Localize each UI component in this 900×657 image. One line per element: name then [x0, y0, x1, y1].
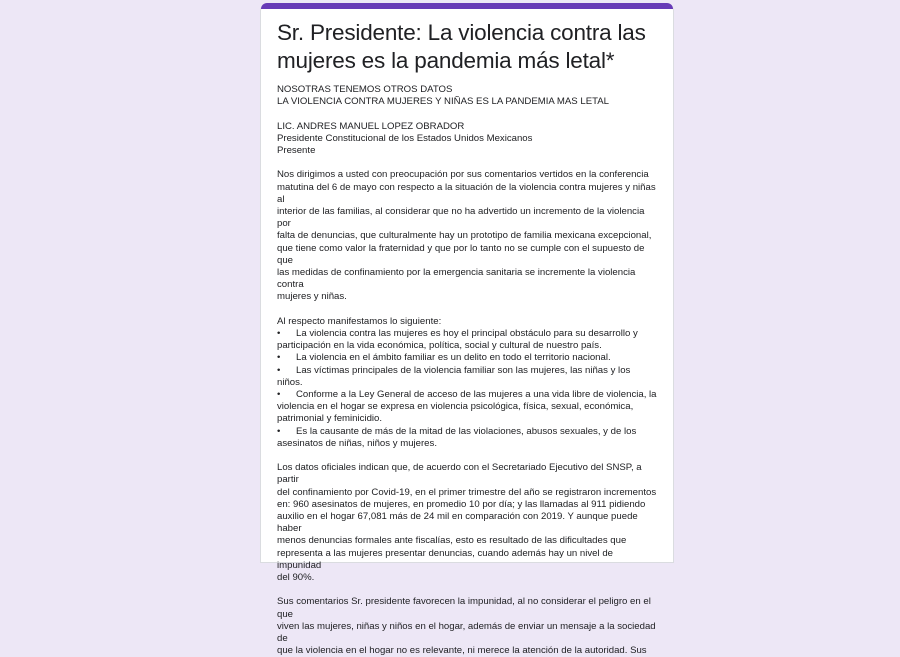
paragraph-line: viven las mujeres, niñas y niños en el hogar, además de enviar un mensaje a la sociedad de — [277, 620, 656, 645]
paragraph-line: Sus comentarios Sr. presidente favorecen la impunidad, al no considerar el peligro en el que — [277, 596, 651, 620]
paragraph-line: del confinamiento por Covid-19, en el primer trimestre del año se registraron incrementos — [277, 486, 657, 498]
paragraph-line: las medidas de confinamiento por la emergencia sanitaria se incremente la violencia contra — [277, 267, 636, 291]
paragraph-line: en: 960 asesinatos de mujeres, en promedio 10 por día; y las llamadas al 911 pidiendo — [277, 498, 646, 510]
bullet-item — [277, 365, 657, 389]
bullet-item — [277, 352, 657, 364]
paragraph-line: menos denuncias formales ante fiscalías, esto es resultado de las dificultades que — [277, 535, 627, 547]
header-line: NOSOTRAS TENEMOS OTROS DATOS — [277, 84, 453, 95]
paragraph-line: auxilio en el hogar 67,081 más de 24 mil en comparación con 2019. Y aunque puede haber — [277, 511, 638, 535]
bullet-item — [277, 426, 657, 438]
bullet-continuation: patrimonial y feminicidio. — [277, 413, 383, 425]
bullet-item — [277, 389, 657, 401]
paragraph-line: falta de denuncias, que culturalmente hay un prototipo de familia mexicana excepcional, — [277, 230, 652, 242]
paragraph-line: matutina del 6 de mayo con respecto a la situación de la violencia contra mujeres y niñas al — [277, 181, 656, 205]
bullet-text: Las víctimas principales de la violencia familiar son las mujeres, las niñas y los niños. — [277, 364, 631, 388]
paragraph-line: Los datos oficiales indican que, de acuerdo con el Secretariado Ejecutivo del SNSP, a partir — [277, 462, 642, 486]
bullet-continuation: participación en la vida económica, política, social y cultural de nuestro país. — [277, 340, 602, 352]
form-header-content — [261, 9, 673, 657]
bullet-continuation: violencia en el hogar se expresa en violencia psicológica, física, sexual, económica, — [277, 401, 634, 413]
bullet-text: La violencia en el ámbito familiar es un delito en todo el territorio nacional. — [296, 352, 611, 364]
bullet-item — [277, 328, 657, 340]
intro-line: Al respecto manifestamos lo siguiente: — [277, 315, 442, 327]
paragraph-line: que la violencia en el hogar no es relevante, ni merece la atención de la autoridad. Sus — [277, 645, 647, 657]
bullet-dot: • — [277, 425, 281, 437]
paragraph-line: interior de las familias, al considerar que no ha advertido un incremento de la violencia por — [277, 206, 645, 230]
bullet-dot: • — [277, 328, 281, 340]
form-header-card — [260, 3, 674, 657]
addressee-line: Presente — [277, 145, 316, 156]
header-line: LA VIOLENCIA CONTRA MUJERES Y NIÑAS ES LA PANDEMIA MAS LETAL — [277, 96, 609, 108]
addressee-line: Presidente Constitucional de los Estados Unidos Mexicanos — [277, 132, 533, 144]
bullet-text: La violencia contra las mujeres es hoy el principal obstáculo para su desarrollo y — [296, 328, 638, 340]
bullet-dot: • — [277, 364, 281, 376]
paragraph-line: representa a las mujeres presentar denuncias, cuando además hay un nivel de impunidad — [277, 547, 613, 571]
bullet-text: Es la causante de más de la mitad de las violaciones, abusos sexuales, y de los — [296, 425, 637, 437]
paragraph-line: Nos dirigimos a usted con preocupación por sus comentarios vertidos en la conferencia — [277, 169, 649, 181]
form-title: Sr. Presidente: La violencia contra las mujeres es la pandemia más letal* — [277, 20, 646, 73]
addressee-line: LIC. ANDRES MANUEL LOPEZ OBRADOR — [277, 120, 465, 132]
bullet-continuation: asesinatos de niñas, niños y mujeres. — [277, 437, 437, 449]
bullet-text: Conforme a la Ley General de acceso de las mujeres a una vida libre de violencia, la — [296, 389, 657, 401]
form-description — [277, 84, 657, 657]
bullet-dot: • — [277, 352, 281, 364]
paragraph-line: del 90%. — [277, 572, 315, 584]
bullet-dot: • — [277, 389, 281, 401]
paragraph-line: que tiene como valor la fraternidad y que por lo tanto no se cumple con el supuesto de que — [277, 242, 645, 266]
paragraph-line: mujeres y niñas. — [277, 291, 347, 303]
